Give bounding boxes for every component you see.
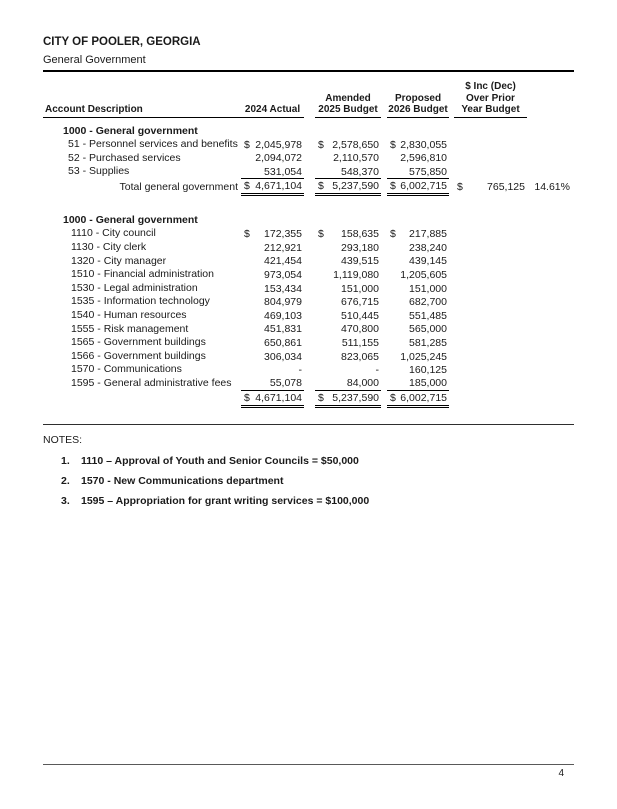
column-gap [304,152,315,166]
cell-2026-budget [387,282,449,296]
cell-2026-budget [387,350,449,364]
table-row [43,363,574,377]
page-subtitle: General Government [43,54,146,66]
amount-2024-actual: 469,103 [264,309,302,322]
table-section-detail [43,214,574,408]
amount-2025-budget: 823,065 [341,350,379,363]
table-row [43,165,574,179]
account-label: 1530 - Legal administration [71,281,198,294]
cell-2024-actual [241,227,304,241]
column-gap [304,165,315,179]
dollar-sign: $ [390,391,396,404]
section-heading: 1000 - General government [63,213,198,226]
cell-2025-budget [315,336,381,350]
cell-2025-budget [315,227,381,241]
cell-2026-budget [387,241,449,255]
cell-2025-budget [315,377,381,391]
cell-2025-budget [315,309,381,323]
amount-2025-budget: 293,180 [341,241,379,254]
cell-inc-dec [454,179,527,196]
cell-2026-budget [387,138,449,152]
dollar-sign: $ [244,391,250,404]
cell-2026-budget [387,295,449,309]
cell-2024-actual [241,309,304,323]
amount-2026-budget: 238,240 [409,241,447,254]
amount-2024-actual: 531,054 [264,165,302,178]
note-number: 3. [61,494,70,507]
column-header-label: $ Inc (Dec) [465,81,516,92]
cell-2026-budget [387,336,449,350]
amount-2024-actual: 4,671,104 [255,391,302,404]
amount-2025-budget: 439,515 [341,255,379,268]
column-gap [304,227,315,241]
cell-2024-actual [241,165,304,179]
cell-2024-actual [241,391,304,408]
amount-2025-budget: 151,000 [341,282,379,295]
cell-2024-actual [241,152,304,166]
cell-2026-budget [387,179,449,196]
column-header-label: Account Description [45,104,143,115]
page-number: 4 [558,768,564,779]
amount-2026-budget: 575,850 [409,165,447,178]
cell-2024-actual [241,255,304,269]
notes-section [43,434,574,507]
table-row [43,255,574,269]
cell-2024-actual [241,241,304,255]
cell-2026-budget [387,323,449,337]
dollar-sign: $ [244,228,250,241]
account-label: 1320 - City manager [71,254,167,267]
dollar-sign: $ [457,181,463,194]
amount-2025-budget: 5,237,590 [332,179,379,192]
cell-2025-budget [315,268,381,282]
cell-2025-budget [315,363,381,377]
total-row [43,391,574,408]
amount-2026-budget: 2,830,055 [400,138,447,151]
footer-rule [43,764,574,765]
cell-2025-budget [315,165,381,179]
amount-2025-budget: 511,155 [341,337,379,350]
account-label: 1595 - General administrative fees [71,377,232,389]
cell-2024-actual [241,350,304,364]
budget-table [43,81,574,408]
amount-2024-actual: 451,831 [264,323,302,336]
column-header-account [43,104,241,118]
column-header-amended-2025 [315,93,381,118]
column-gap [304,282,315,296]
note-item [43,476,574,487]
note-number: 1. [61,454,70,467]
amount-2025-budget: 5,237,590 [332,391,379,404]
account-label: 1535 - Information technology [71,295,210,308]
column-header-label: Year Budget [461,104,520,115]
table-row [43,323,574,337]
amount-2026-budget: 6,002,715 [400,391,447,404]
amount-2025-budget: 158,635 [341,228,379,241]
amount-2024-actual: - [298,364,302,377]
table-row [43,241,574,255]
column-header-label: 2025 Budget [318,104,378,115]
dollar-sign: $ [318,391,324,404]
cell-2024-actual [241,323,304,337]
amount-2024-actual: 421,454 [264,255,302,268]
amount-2026-budget: 217,885 [409,228,447,241]
table-row [43,336,574,350]
column-gap [304,309,315,323]
dollar-sign: $ [244,179,250,192]
cell-2026-budget [387,363,449,377]
account-label: 1555 - Risk management [71,322,189,335]
table-row [43,152,574,166]
dollar-sign: $ [390,179,396,192]
column-header-label: Proposed [394,92,442,104]
column-header-label: 2024 Actual [244,104,301,115]
cell-2025-budget [315,138,381,152]
amount-2026-budget: 581,285 [409,337,447,350]
column-gap [304,363,315,377]
amount-inc-dec: 765,125 [487,181,525,194]
cell-2026-budget [387,309,449,323]
amount-2024-actual: 650,861 [264,337,302,350]
page-content [43,36,574,507]
column-gap [304,323,315,337]
amount-2026-budget: 160,125 [409,364,447,377]
account-label: 1570 - Communications [71,363,182,376]
table-row [43,138,574,152]
amount-2024-actual: 212,921 [264,241,302,254]
column-gap [304,268,315,282]
column-gap [304,179,315,196]
account-label: 1110 - City council [71,227,156,240]
cell-2026-budget [387,165,449,179]
account-label: 52 - Purchased services [68,151,181,164]
table-row [43,227,574,241]
amount-2025-budget: 548,370 [341,165,379,178]
section-heading: 1000 - General government [63,124,198,137]
note-text: 1570 - New Communications department [81,474,284,487]
amount-2024-actual: 973,054 [264,269,302,282]
cell-2024-actual [241,295,304,309]
column-header-label: Amended [325,92,371,104]
percent-change: 14.61% [534,181,570,194]
account-label: 1130 - City clerk [71,241,147,254]
amount-2026-budget: 1,025,245 [400,350,447,363]
total-row [43,179,574,196]
table-row [43,295,574,309]
amount-2024-actual: 153,434 [264,282,302,295]
amount-2026-budget: 185,000 [409,377,447,390]
amount-2024-actual: 306,034 [264,350,302,363]
cell-2026-budget [387,255,449,269]
header-rule [43,70,574,72]
amount-2025-budget: 676,715 [341,296,379,309]
amount-2026-budget: 565,000 [409,323,447,336]
amount-2024-actual: 55,078 [269,377,302,390]
dollar-sign: $ [244,138,250,151]
cell-2024-actual [241,336,304,350]
cell-2025-budget [315,323,381,337]
amount-2026-budget: 6,002,715 [400,179,447,192]
amount-2026-budget: 2,596,810 [400,152,447,165]
account-label: 1566 - Government buildings [71,349,206,362]
cell-2025-budget [315,282,381,296]
account-label: 1510 - Financial administration [71,268,214,281]
table-row [43,309,574,323]
amount-2025-budget: 510,445 [341,309,379,322]
amount-2026-budget: 551,485 [409,309,447,322]
column-gap [304,295,315,309]
column-gap [304,255,315,269]
notes-divider-rule [43,424,574,425]
column-gap [304,391,315,408]
cell-2024-actual [241,179,304,196]
total-label: Total general government [119,180,238,193]
amount-2025-budget: 2,578,650 [332,138,379,151]
account-label: 51 - Personnel services and benefits [68,138,238,151]
cell-2025-budget [315,152,381,166]
dollar-sign: $ [318,179,324,192]
cell-2025-budget [315,179,381,196]
cell-2024-actual [241,377,304,391]
table-row [43,377,574,391]
amount-2025-budget: 470,800 [341,323,379,336]
cell-2025-budget [315,350,381,364]
dollar-sign: $ [390,138,396,151]
note-text: 1110 – Approval of Youth and Senior Councils = $50,000 [81,454,359,467]
table-row [43,268,574,282]
amount-2026-budget: 151,000 [409,282,447,295]
column-header-label: Over Prior [466,92,515,104]
column-header-label: 2026 Budget [388,104,448,115]
amount-2024-actual: 2,045,978 [255,138,302,151]
page-title: CITY OF POOLER, GEORGIA [43,36,201,48]
cell-2026-budget [387,152,449,166]
table-row [43,282,574,296]
amount-2025-budget: 2,110,570 [333,152,379,165]
cell-2025-budget [315,255,381,269]
column-header-proposed-2026 [387,93,449,118]
amount-2025-budget: 84,000 [346,377,379,390]
column-header-2024-actual [241,104,304,118]
amount-2026-budget: 1,205,605 [400,269,447,282]
dollar-sign: $ [318,138,324,151]
cell-2026-budget [387,377,449,391]
amount-2024-actual: 172,355 [264,228,302,241]
column-header-inc-dec [454,81,527,118]
cell-2024-actual [241,138,304,152]
note-item [43,456,574,467]
account-label: 1565 - Government buildings [71,336,206,349]
cell-2025-budget [315,391,381,408]
account-label: 1540 - Human resources [71,309,187,322]
amount-2026-budget: 439,145 [409,255,447,268]
note-text: 1595 – Appropriation for grant writing services = $100,000 [81,494,370,507]
cell-2024-actual [241,282,304,296]
account-label: 53 - Supplies [68,165,130,178]
dollar-sign: $ [390,228,396,241]
cell-2024-actual [241,268,304,282]
table-header [43,81,574,118]
amount-2025-budget: - [375,364,379,377]
note-item [43,496,574,507]
amount-2024-actual: 804,979 [264,296,302,309]
cell-2025-budget [315,295,381,309]
cell-2024-actual [241,363,304,377]
dollar-sign: $ [318,228,324,241]
column-gap [304,241,315,255]
amount-2024-actual: 2,094,072 [255,152,302,165]
table-row [43,350,574,364]
total-label [43,391,241,408]
cell-2025-budget [315,241,381,255]
cell-2026-budget [387,391,449,408]
amount-2026-budget: 682,700 [409,296,447,309]
amount-2025-budget: 1,119,080 [333,269,379,282]
notes-heading: NOTES: [43,433,83,446]
cell-2026-budget [387,268,449,282]
column-gap [304,336,315,350]
table-section-summary [43,125,574,196]
amount-2024-actual: 4,671,104 [255,179,302,192]
column-gap [304,138,315,152]
column-gap [304,377,315,391]
cell-2026-budget [387,227,449,241]
note-number: 2. [61,474,70,487]
column-gap [304,350,315,364]
